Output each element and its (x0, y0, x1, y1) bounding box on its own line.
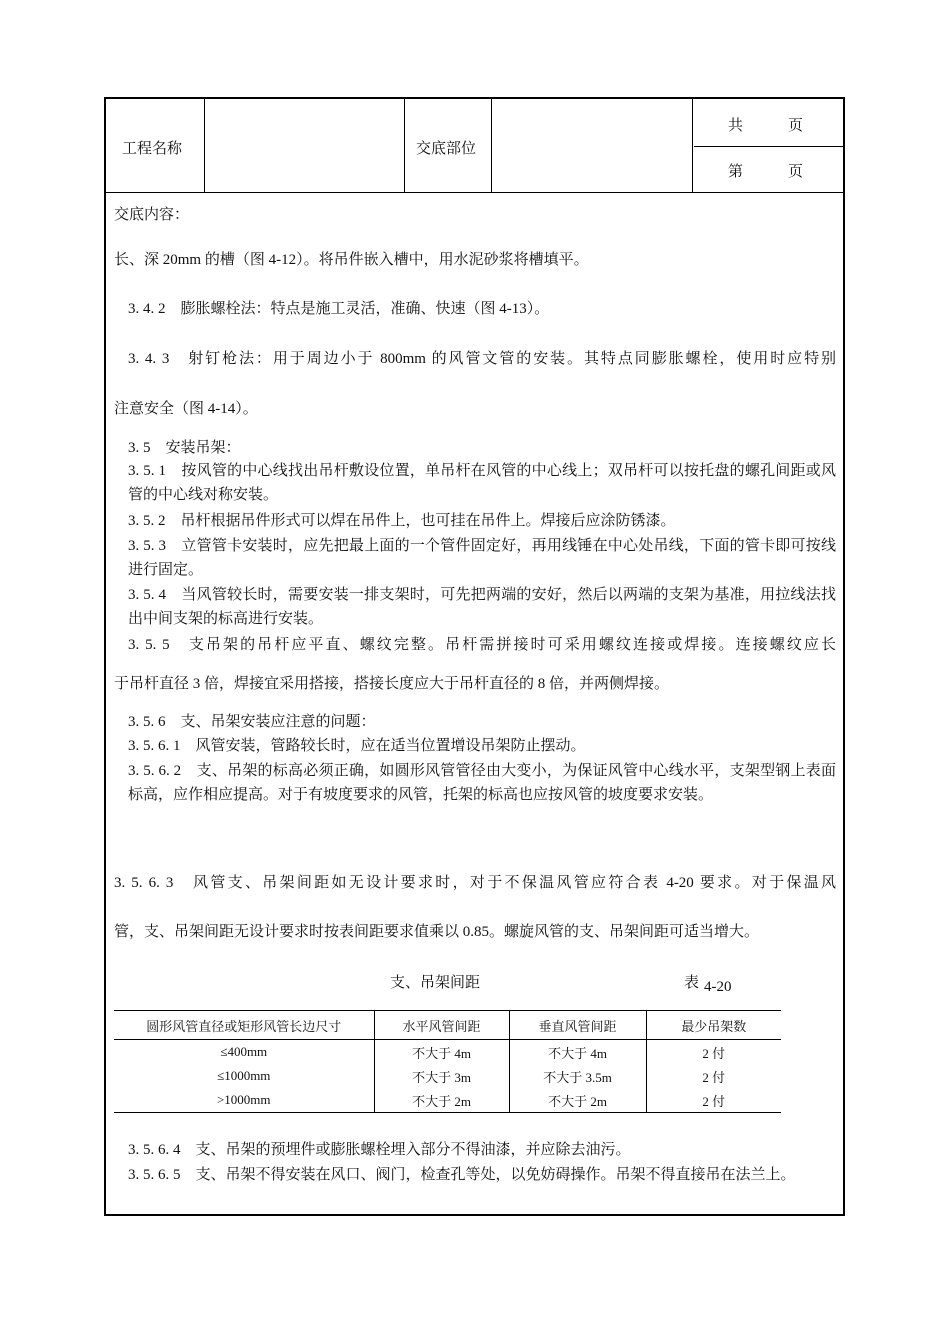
table-number-prefix: 表 (684, 973, 700, 991)
table-cell: 不大于 2m (509, 1088, 646, 1113)
paragraph: 3. 5. 6. 2 支、吊架的标高必须正确，如圆形风管管径由大变小，为保证风管中心线水平，支架型钢上表面标高，应作相应提高。对于有坡度要求的风管，托架的标高也应按风管的坡度要求安装。 (128, 763, 836, 803)
total-pages: 共 页 (728, 118, 804, 134)
paragraph: 于吊杆直径 3 倍，焊接宜采用搭接，搭接长度应大于吊杆直径的 8 倍，并两侧焊接。 (114, 676, 670, 692)
paragraph: 3. 5. 6. 1 风管安装，管路较长时，应在适当位置增设吊架防止摆动。 (128, 738, 586, 754)
table-row (114, 1088, 781, 1113)
table-cell: 不大于 3m (374, 1064, 509, 1088)
table-cell: 2 付 (646, 1040, 781, 1065)
table-header-cell: 水平风管间距 (374, 1011, 509, 1040)
content-label: 交底内容： (114, 207, 190, 223)
table-cell: 不大于 4m (374, 1040, 509, 1065)
table-cell: 2 付 (646, 1064, 781, 1088)
paragraph: 3. 5. 4 当风管较长时，需要安装一排支架时，可先把两端的安好，然后以两端的支架为基准，用拉线法找出中间支架的标高进行安装。 (128, 587, 836, 627)
paragraph: 3. 5. 6 支、吊架安装应注意的问题： (128, 714, 376, 730)
table-header-row (114, 1011, 781, 1040)
table-cell: ≤400mm (220, 1044, 268, 1059)
paragraph: 3. 5. 6. 4 支、吊架的预埋件或膨胀螺栓埋入部分不得油漆，并应除去油污。 (128, 1142, 631, 1158)
table-row (114, 1064, 781, 1088)
table-row (114, 1040, 781, 1065)
paragraph: 管，支、吊架间距无设计要求时按表间距要求值乘以 0.85。螺旋风管的支、吊架间距可适当增大。 (114, 924, 760, 940)
paragraph: 3. 5. 1 按风管的中心线找出吊杆敷设位置，单吊杆在风管的中心线上；双吊杆可以按托盘的螺孔间距或风管的中心线对称安装。 (128, 463, 836, 503)
table-cell: 不大于 3.5m (509, 1064, 646, 1088)
paragraph: 3. 5. 6. 3 风管支、吊架间距如无设计要求时，对于不保温风管应符合表 4-20 要求。对于保温风 (114, 875, 836, 891)
paragraph: 3. 4. 2 膨胀螺栓法：特点是施工灵活，准确、快速（图 4-13）。 (128, 301, 550, 317)
paragraph: 3. 5. 2 吊杆根据吊件形式可以焊在吊件上，也可挂在吊件上。焊接后应涂防锈漆。 (128, 513, 676, 529)
paragraph: 注意安全（图 4-14）。 (114, 401, 258, 417)
paragraph: 3. 5. 3 立管管卡安装时，应先把最上面的一个管件固定好，再用线锤在中心处吊线，下面的管卡即可按线进行固定。 (128, 538, 836, 578)
table-cell: 2 付 (646, 1088, 781, 1113)
table-cell: >1000mm (114, 1088, 374, 1113)
table-header-cell: 最少吊架数 (646, 1011, 781, 1040)
paragraph: 3. 5 安装吊架： (128, 440, 241, 456)
paragraph: 3. 5. 6. 5 支、吊架不得安装在风口、阀门，检查孔等处，以免妨碍操作。吊架不得直接吊在法兰上。 (128, 1167, 796, 1183)
project-name-label: 工程名称 (122, 141, 183, 157)
paragraph: 长、深 20mm 的槽（图 4-12）。将吊件嵌入槽中，用水泥砂浆将槽填平。 (114, 252, 589, 268)
table-header-cell: 垂直风管间距 (509, 1011, 646, 1040)
location-label: 交底部位 (416, 141, 477, 157)
content-body (114, 0, 836, 1344)
table-title: 支、吊架间距 (390, 973, 481, 991)
table-header-cell: 圆形风管直径或矩形风管长边尺寸 (114, 1011, 374, 1040)
table-cell: 不大于 4m (509, 1040, 646, 1065)
spacing-table (114, 1010, 781, 1113)
paragraph: 3. 4. 3 射钉枪法：用于周边小于 800mm 的风管文管的安装。其特点同膨胀螺栓，使用时应特别 (128, 351, 836, 367)
paragraph: 3. 5. 5 支吊架的吊杆应平直、螺纹完整。吊杆需拼接时可采用螺纹连接或焊接。连接螺纹应长 (128, 637, 836, 653)
table-cell: ≤1000mm (217, 1068, 271, 1083)
page-number: 第 页 (728, 164, 804, 180)
table-number: 4-20 (704, 979, 732, 995)
table-cell: 不大于 2m (374, 1088, 509, 1113)
